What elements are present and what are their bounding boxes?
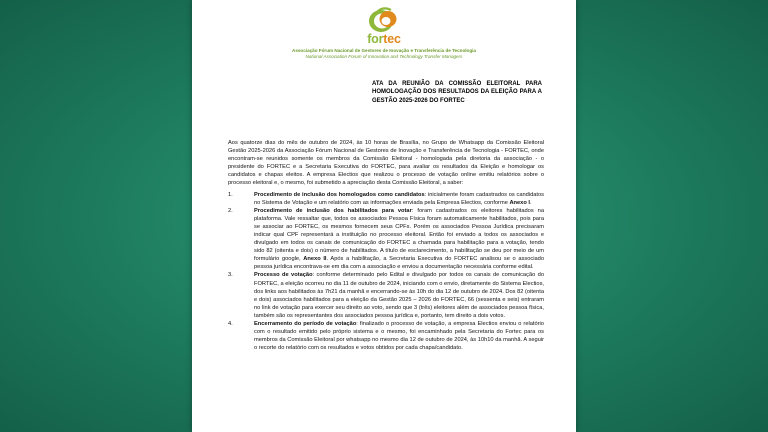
item-number: 2. <box>228 208 233 215</box>
item-text: : conforme determinado pelo Edital e divulgado por todos os canais de comunicação do FORTEC, a eleição ocorreu no dia 11 de outubro de 2024, iniciando com o envio, diretamente do Sistema Electios, dos links aos habilitados às 7h21 da manhã e encerrando-se às 10h do dia 12 de outubro de 2024. Dos 82 (oitenta e dois) associados habilitados para a eleição da Gestão 2025 – 2026 do FORTEC, 66 (sessenta e seis) entraram no link de votação para exercer seu direito ao voto, sendo que 3 (três) eleitores além de associados pessoa física, também são os representantes dos associados pessoa jurídica e, portanto, tem direito a dois votos. <box>254 272 544 319</box>
document-page <box>192 0 576 432</box>
document-title: ATA DA REUNIÃO DA COMISSÃO ELEITORAL PARA HOMOLOGAÇÃO DOS RESULTADOS DA ELEIÇÃO PARA A GESTÃO 2025-2026 DO FORTEC <box>372 81 542 104</box>
item-number: 4. <box>228 320 233 327</box>
item-heading: Encerramento do período de votação <box>254 320 357 327</box>
item-heading: Procedimento de inclusão dos habilitados para votar <box>254 208 412 215</box>
item-text: : foram cadastrados os eleitores habilitados na plataforma. Vale ressaltar que, todos os associados Pessoa Física foram automaticamente habilitados, pois para se associar ao FORTEC, os mesmos fornecem seus CPFs. Porém os associados Pessoa Jurídica precisaram indicar qual CPF representará a instituição no processo eleitoral. Então foi enviado a todos os associados e divulgado em todos os canais de comunicação do FORTEC a chamada para habilitação para a votação, tendo sido 82 (oitenta e dois) o número de habilitados. A título de esclarecimento, a habilitação se deu por meio de um formulário google, <box>254 208 544 263</box>
list-item: 2. Procedimento de inclusão dos habilitados para votar: foram cadastrados os eleitores habilitados na plataforma. Vale ressaltar que, todos os associados Pessoa Física foram automaticamente habilitados, pois para se associar ao FORTEC, os mesmos fornecem seus CPFs. Porém os associados Pessoa Jurídica precisaram indicar qual CPF representará a instituição no processo eleitoral. Então foi enviado a todos os associados e divulgado em todos os canais de comunicação do FORTEC a chamada para habilitação para a votação, tendo sido 82 (oitenta e dois) o número de habilitados. A título de esclarecimento, a habilitação se deu por meio de um formulário google, Anexo II. Após a habilitação, a Secretaria Executiva do FORTEC analisou se o associado pessoa jurídica encontrava-se em dia com a associação e enviou a documentação necessária conforme edital. <box>228 208 544 271</box>
item-number: 3. <box>228 272 233 279</box>
org-name-en: National Association Forum of Innovation and Technology Transfer Managers <box>305 54 463 59</box>
item-annex: Anexo I <box>509 200 530 207</box>
list-item: 1. Procedimento de inclusão dos homologados como candidatos: inicialmente foram cadastrados os candidatos no Sistema de Votação e um relatório com as informações enviada pela Empresa Electios, conforme Anexo I. <box>228 192 544 207</box>
organization-header <box>192 48 576 60</box>
intro-paragraph: Aos quatorze dias do mês de outubro de 2024, às 10 horas de Brasília, no Grupo de Whatsapp da Comissão Eleitoral Gestão 2025-2026 da Associação Fórum Nacional de Gestores de Inovação e Transferência de Tecnologia - FORTEC, onde encontram-se reunidos somente os membros da Comissão Eleitoral - homologada pela diretoria da associação - o presidente do FORTEC e a Secretaria Executiva do FORTEC, para avaliar os resultados da Eleição e homologar os candidatos e chapas eleitos. A empresa Electios que realizou o processo de votação online emitiu relatórios sobre o processo eleitoral e, o mesmo, foi submetido a apreciação desta Comissão Eleitoral, a saber: <box>228 140 544 187</box>
logo <box>192 6 576 46</box>
item-heading: Processo de votação <box>254 272 313 279</box>
item-number: 1. <box>228 192 233 198</box>
item-heading: Procedimento de inclusão dos homologados como candidatos <box>254 192 425 198</box>
logo-wordmark: fortec <box>367 32 401 46</box>
fortec-logo-icon <box>367 6 401 34</box>
list-item <box>228 320 544 352</box>
item-text: : inicialmente foram cadastrados os candidatos no Sistema de Votação e um relatório com as informações enviada pela Empresa Electios, conforme <box>254 192 544 207</box>
list-item <box>228 271 544 319</box>
procedure-list <box>228 191 544 352</box>
item-text: : finalizado o processo de votação, a empresa Electios enviou o relatório com o resultado emitido pelo próprio sistema e o mesmo, foi encaminhado pela Secretaria do Fortec para os membros da Comissão Eleitoral por whatsapp no mesmo dia 12 de outubro de 2024, às 10h10 da manhã. A seguir o recorte do relatório com os resultados e votos obtidos por cada chapa/candidato. <box>254 320 544 351</box>
org-name-pt: Associação Fórum Nacional de Gestores de Inovação e Transferência de Tecnologia <box>292 48 476 53</box>
item-annex: Anexo II <box>303 256 327 263</box>
